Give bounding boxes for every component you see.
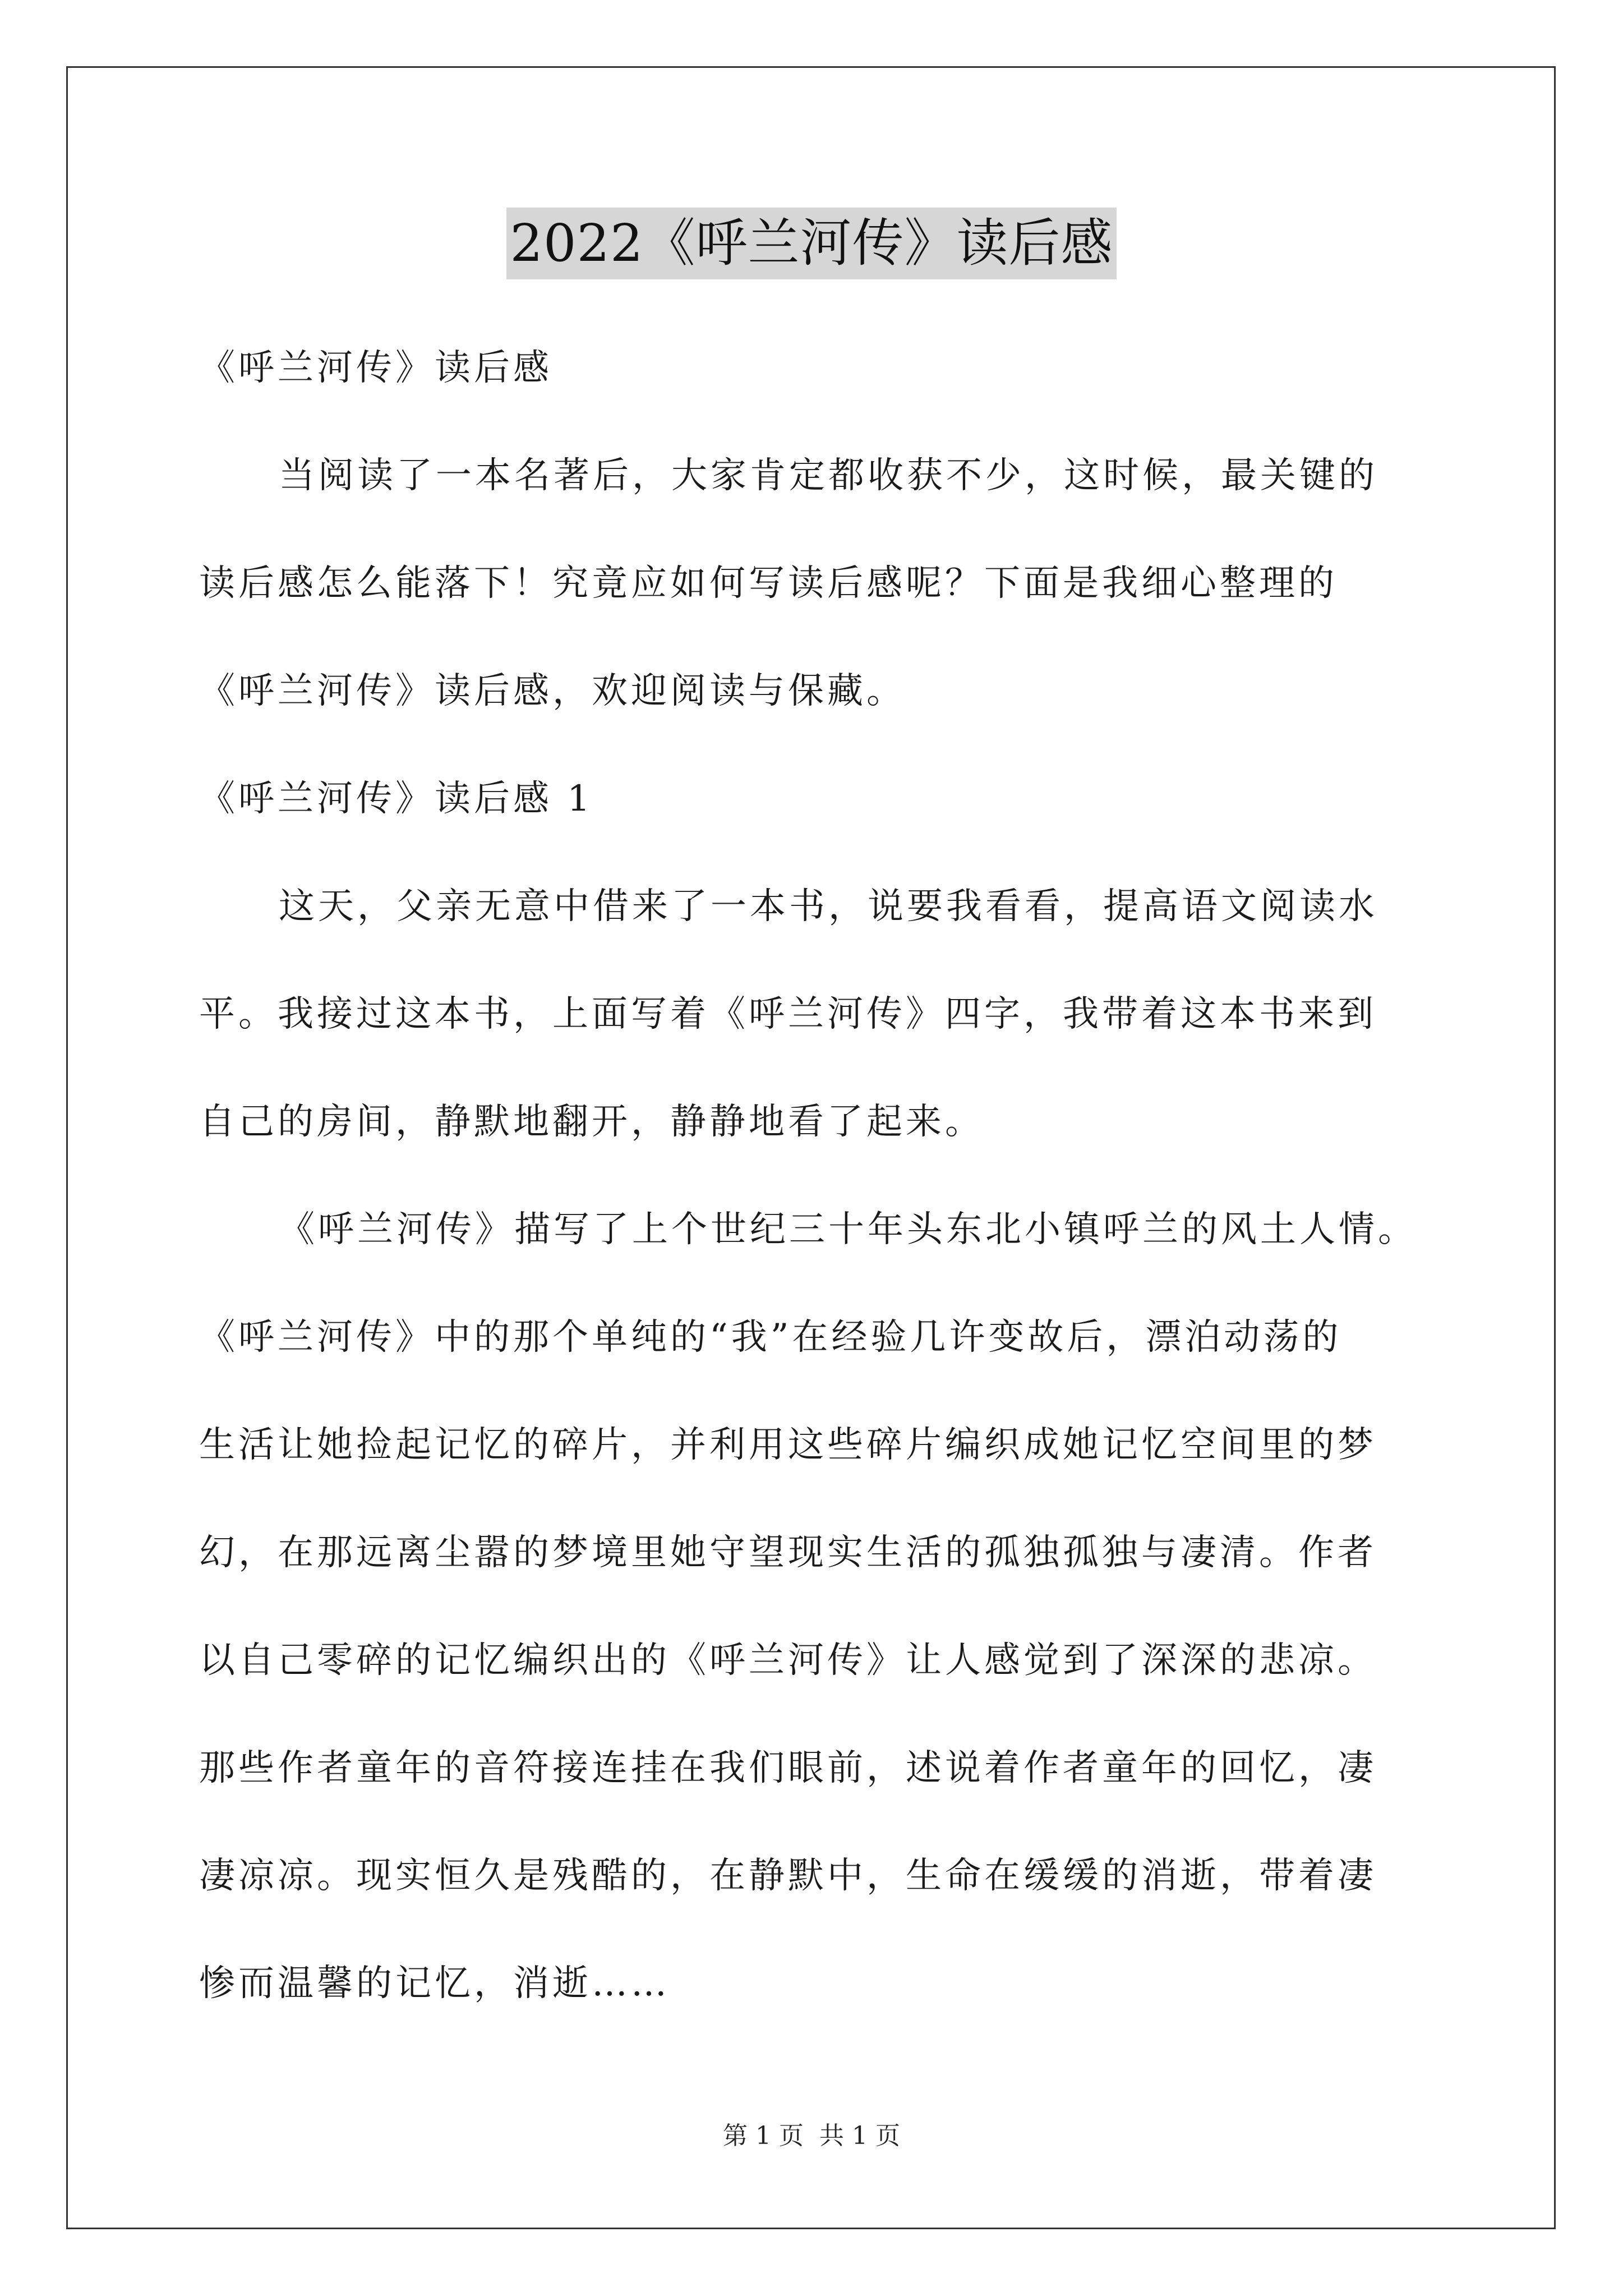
text-line: 《呼兰河传》读后感 [199, 347, 552, 389]
text-line: 以自己零碎的记忆编织出的《呼兰河传》让人感觉到了深深的悲凉。 [199, 1640, 1377, 1681]
page-number: 第 1 页 [723, 2122, 804, 2150]
page-footer [0, 2119, 1623, 2153]
text-line: 读后感怎么能落下！究竟应如何写读后感呢？下面是我细心整理的 [199, 563, 1338, 604]
text-line: 当阅读了一本名著后，大家肯定都收获不少，这时候，最关键的 [279, 455, 1378, 496]
text-line: 《呼兰河传》中的那个单纯的“我”在经验几许变故后，漂泊动荡的 [199, 1317, 1342, 1358]
document-title: 2022《呼兰河传》读后感 [506, 208, 1116, 279]
text-line: 惨而温馨的记忆，消逝…… [199, 1963, 670, 2004]
text-line: 这天，父亲无意中借来了一本书，说要我看看，提高语文阅读水 [279, 886, 1378, 927]
page-total: 共 1 页 [819, 2122, 900, 2150]
text-line: 那些作者童年的音符接连挂在我们眼前，述说着作者童年的回忆，凄 [199, 1747, 1377, 1789]
title-area [0, 208, 1623, 279]
text-line: 凄凉凉。现实恒久是残酷的，在静默中，生命在缓缓的消逝，带着凄 [199, 1855, 1377, 1897]
text-line: 《呼兰河传》描写了上个世纪三十年头东北小镇呼兰的风土人情。 [279, 1209, 1417, 1250]
text-line: 生活让她捡起记忆的碎片，并利用这些碎片编织成她记忆空间里的梦 [199, 1424, 1377, 1466]
text-line: 幻，在那远离尘嚣的梦境里她守望现实生活的孤独孤独与凄清。作者 [199, 1532, 1377, 1573]
document-body [199, 314, 1495, 2037]
text-line: 《呼兰河传》读后感，欢迎阅读与保藏。 [199, 670, 906, 712]
text-line: 平。我接过这本书，上面写着《呼兰河传》四字，我带着这本书来到 [199, 993, 1377, 1035]
section-heading: 《呼兰河传》读后感 1 [199, 778, 594, 820]
text-line: 自己的房间，静默地翻开，静静地看了起来。 [199, 1101, 984, 1143]
